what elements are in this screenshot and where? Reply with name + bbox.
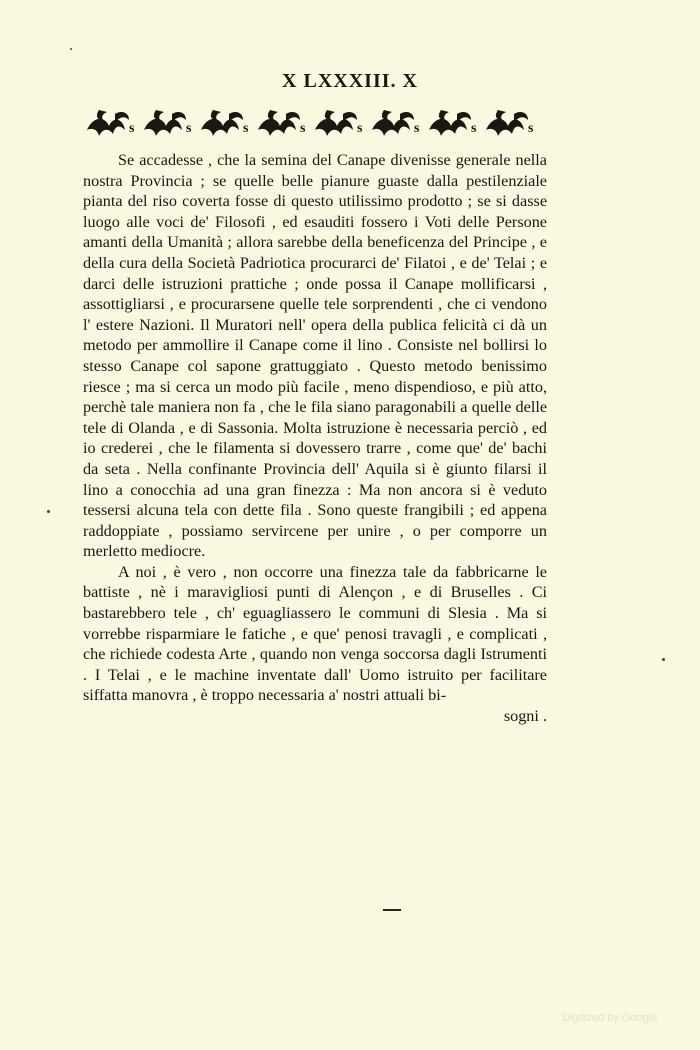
paragraph-2: A noi , è vero , non occorre una finezza tale da fabbricarne le battiste , nè i maravigliosi punti di Alençon , e di Bruselles . Ci bastarebbero tele , ch' eguagliassero le communi di Slesia . Ma si vorrebbe risparmiare le fatiche , e que' penosi travagli , e complicati , che richiede codesta Arte , quando non venga soccorsa dagli Istrumenti . I Telai , e le machine inventate dall' Uomo istruito per facilitare siffatta manovra , è troppo necessaria a' nostri attuali bi- — [83, 562, 547, 705]
page-dash — [383, 909, 401, 911]
body-text — [83, 150, 547, 727]
paragraph-2-ending: sogni . — [503, 707, 547, 726]
svg-text:s: s — [129, 121, 135, 136]
decorative-ornament-band — [85, 108, 545, 142]
ink-speck — [70, 48, 72, 50]
section-heading: X LXXXIII. X — [282, 70, 418, 92]
paragraph-1: Se accadesse , che la semina del Canape divenisse generale nella nostra Provincia ; se quelle belle pianure guaste dalla pestilenziale pianta del riso coverta fosse di questo utilissimo prodotto ; se si dasse luogo alle voci de' Filosofi , ed esauditi fossero i Voti delle Persone amanti della Umanità ; allora sarebbe della beneficenza del Principe , e della cura della Società Padriotica procurarci de' Filatoi , e de' Telai ; e darci delle istruzioni prattiche ; onde possa il Canape mollificarsi , assottigliarsi , e procurarsene quelle tele sorprendenti , che ci vendono l' estere Nazioni. Il Muratori nell' opera della publica felicità ci dà un metodo per ammollire il Canape come il lino . Consiste nel bollirsi lo stesso Canape col sapone grattuggiato . Questo metodo benissimo riesce ; ma si cerca un modo più facile , meno dispendioso, e più atto, perchè tale maniera non fa , che le fila siano paragonabili a quelle delle tele di Olanda , e di Sassonia. Molta istruzione è necessaria perciò , ed io crederei , che le filamenta si dovessero trarre , come que' de' bachi da seta . Nella confinante Provincia dell' Aquila si è giunto filarsi il lino a conocchia ad una gran finezza : Ma non ancora si è veduto tessersi alcuna tela con dette fila . Sono queste frangibili ; ed appena raddoppiate , possiamo servircene per unire , o per comporre un merletto mediocre. — [83, 151, 547, 561]
scan-watermark: Digitized by Google — [562, 1012, 658, 1024]
ink-speck — [47, 510, 50, 513]
ink-speck — [662, 658, 665, 661]
